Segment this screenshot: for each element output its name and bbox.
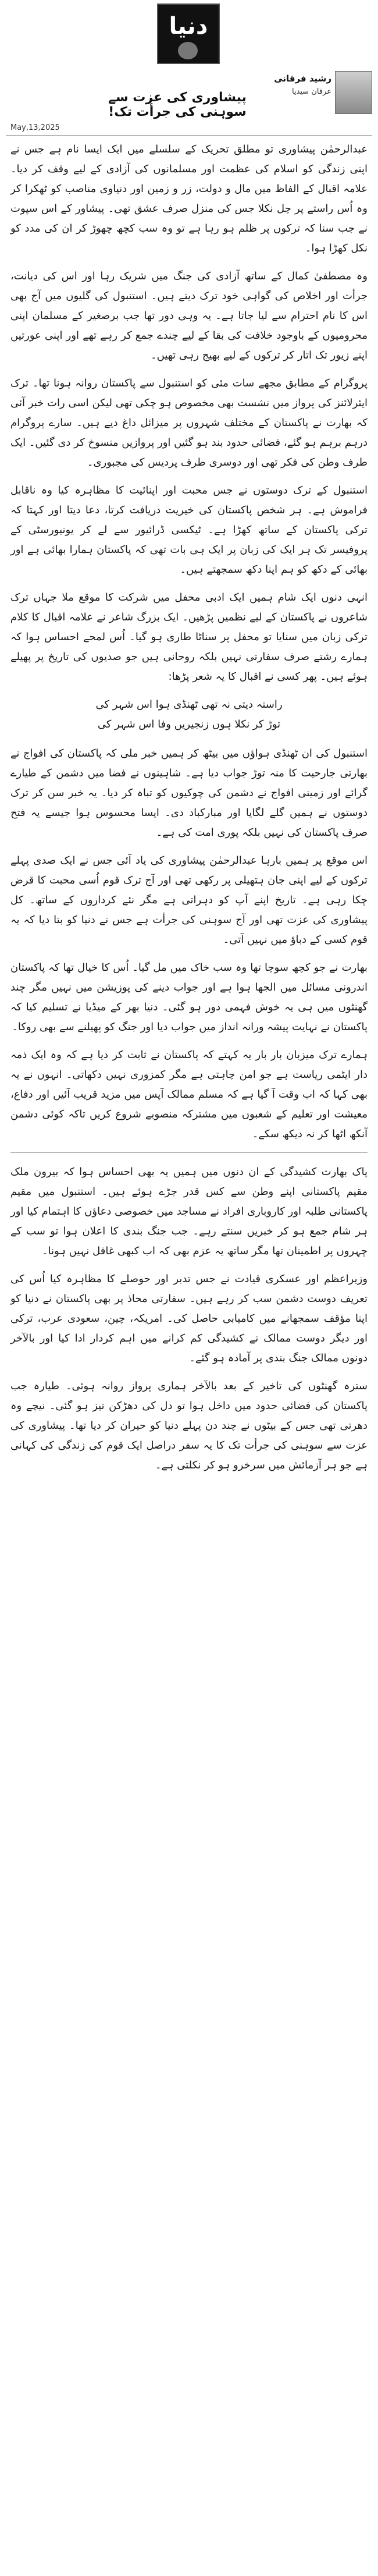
globe-icon [178, 42, 198, 59]
author-name: رشید فرقانی [274, 73, 331, 84]
paragraph: استنبول کے ترک دوستوں نے جس محبت اور اپنائیت کا مظاہرہ کیا وہ ناقابل فراموش ہے۔ ہر شخص پاکستان کی خیریت دریافت کرتا، دعا دیتا اور کہتا کہ ترکی پاکستان کے ساتھ کھڑا ہے۔ ٹیکسی ڈرائیور سے لے کر یونیورسٹی کے پروفیسر تک ہر ایک کی زبان پر ایک ہی بات تھی کہ پاکستان ہمارا بھائی ہے اور بھائی کے دکھ کو ہم اپنا دکھ سمجھتے ہیں۔ [10, 484, 368, 576]
poem-line: توڑ کر نکلا ہوں زنجیریں وفا اس شہر کی [97, 718, 281, 730]
poem-verse [10, 695, 368, 735]
article-body [10, 140, 368, 1484]
paragraph: وزیراعظم اور عسکری قیادت نے جس تدبر اور حوصلے کا مظاہرہ کیا اُس کی تعریف دوست دشمن سب کر رہے ہیں۔ سفارتی محاذ پر بھی پاکستان نے دنیا کو اپنا مؤقف سمجھانے میں کامیابی حاصل کی۔ امریکہ، چین، سعودی عرب، ترکی اور دیگر دوست ممالک نے کشیدگی کم کرانے میں اہم کردار ادا کیا اور بالآخر دونوں ممالک جنگ بندی پر آمادہ ہو گئے۔ [10, 1273, 368, 1364]
section-divider [10, 1152, 368, 1153]
paragraph: اس موقع پر ہمیں بارہا عبدالرحمٰن پیشاوری کی یاد آئی جس نے ایک صدی پہلے ترکوں کے لیے اپنی جان ہتھیلی پر رکھی تھی اور آج ترک قوم اُسی محبت کا قرض چکا رہی ہے۔ تاریخ اپنے آپ کو دہراتی ہے مگر نئے کرداروں کے ساتھ۔ کل پیشاوری کی عزت تھی اور آج سوہنی کی جرأت ہے جس نے دنیا کو بتا دیا کہ یہ قوم کسی کے دباؤ میں نہیں آتی۔ [10, 854, 368, 946]
paragraph: انہی دنوں ایک شام ہمیں ایک ادبی محفل میں شرکت کا موقع ملا جہاں ترک شاعروں نے پاکستان کے لیے نظمیں پڑھیں۔ ایک بزرگ شاعر نے علامہ اقبال کا کلام ترکی زبان میں سنایا تو محفل پر سناٹا طاری ہو گیا۔ اُس لمحے احساس ہوا کہ ہمارے رشتے صرف سفارتی نہیں بلکہ روحانی ہیں جو صدیوں کی تاریخ پر پھیلے ہوئے ہیں۔ پھر کسی نے اقبال کا یہ شعر پڑھا: [10, 591, 368, 683]
paragraph: عبدالرحمٰن پیشاوری تو مطلق تحریک کے سلسلے میں ایک ایسا نام ہے جس نے اپنی زندگی کو اسلام کی عظمت اور مسلمانوں کی آزادی کے لیے وقف کر دیا۔ علامہ اقبال کے الفاظ میں مال و دولت، زر و زمین اور دنیاوی مناصب کو ٹھکرا کر وہ اُس راستے پر چل نکلا جس کی منزل صرف عشق تھی۔ پیشاور کے اس سپوت نے جب سنا کہ ترکوں پر ظلم ہو رہا ہے تو وہ سب کچھ چھوڑ کر ان کی مدد کو نکل کھڑا ہوا۔ [10, 143, 368, 254]
author-photo [335, 71, 372, 114]
paragraph: پاک بھارت کشیدگی کے ان دنوں میں ہمیں یہ بھی احساس ہوا کہ بیرون ملک مقیم پاکستانی اپنے وطن سے کس قدر جڑے ہوئے ہیں۔ استنبول میں مقیم پاکستانی طلبہ اور کاروباری افراد نے مساجد میں خصوصی دعاؤں کا اہتمام کیا اور ہر شام جمع ہو کر خبریں سنتے رہے۔ جب جنگ بندی کا اعلان ہوا تو سب کے چہروں پر اطمینان تھا مگر ساتھ یہ عزم بھی کہ اب کبھی غافل نہیں ہونا۔ [10, 1166, 368, 1257]
paragraph: ہمارے ترک میزبان بار بار یہ کہتے کہ پاکستان نے ثابت کر دیا ہے کہ وہ ایک ذمہ دار ایٹمی ریاست ہے جو امن چاہتی ہے مگر کمزوری نہیں دکھاتی۔ انہوں نے یہ بھی کہا کہ اب وقت آ گیا ہے کہ مسلم ممالک آپس میں مزید قریب آئیں اور دفاع، معیشت اور تعلیم کے شعبوں میں مشترکہ منصوبے شروع کریں تاکہ کوئی دشمن آنکھ اٹھا کر نہ دیکھ سکے۔ [10, 1049, 368, 1140]
paragraph: پروگرام کے مطابق مجھے سات مئی کو استنبول سے پاکستان روانہ ہونا تھا۔ ترک ایئرلائنز کی پرواز میں نشست بھی مخصوص ہو چکی تھی لیکن اسی رات خبر آئی کہ بھارت نے پاکستان کے مختلف شہروں پر میزائل داغ دیے ہیں۔ سارے پروگرام درہم برہم ہو گئے، فضائی حدود بند ہو گئیں اور پروازیں منسوخ کر دی گئیں۔ ایک طرف وطن کی فکر تھی اور دوسری طرف پردیس کی مجبوری۔ [10, 377, 368, 469]
paragraph: سترہ گھنٹوں کی تاخیر کے بعد بالآخر ہماری پرواز روانہ ہوئی۔ طیارہ جب پاکستان کی فضائی حدود میں داخل ہوا تو دل کی دھڑکن تیز ہو گئی۔ نیچے وہ دھرتی تھی جس کے بیٹوں نے چند دن پہلے دنیا کو حیران کر دیا تھا۔ پیشاوری کی عزت سے سوہنی کی جرأت تک کا یہ سفر دراصل ایک قوم کی زندگی کی کہانی ہے جو ہر آزمائش میں سرخرو ہو کر نکلتی ہے۔ [10, 1380, 368, 1471]
poem-line: راستہ دیتی نہ تھی ٹھنڈی ہوا اس شہر کی [95, 698, 283, 711]
article-headline: پیشاوری کی عزت سے سوہنی کی جرأت تک! [108, 90, 247, 119]
paragraph: بھارت نے جو کچھ سوچا تھا وہ سب خاک میں مل گیا۔ اُس کا خیال تھا کہ پاکستان اندرونی مسائل میں الجھا ہوا ہے اور جواب دینے کی پوزیشن میں نہیں مگر چند گھنٹوں میں ہی یہ خوش فہمی دور ہو گئی۔ دنیا بھر کے میڈیا نے تسلیم کیا کہ پاکستان نے نہایت پیشہ ورانہ انداز میں جواب دیا اور جنگ کو پھیلنے سے بھی روکا۔ [10, 961, 368, 1033]
newspaper-logo [157, 3, 220, 64]
column-name: عرفان سیدیا [291, 87, 331, 96]
article-date: May,13,2025 [10, 123, 60, 132]
paragraph: استنبول کی ان ٹھنڈی ہواؤں میں بیٹھ کر ہمیں خبر ملی کہ پاکستان کی افواج نے بھارتی جارحیت کا منہ توڑ جواب دیا ہے۔ شاہینوں نے فضا میں دشمن کے طیارے گرائے اور زمینی افواج نے دشمن کی چوکیوں کو تباہ کر دیا۔ یہ خبر سن کر ترک دوستوں نے ہمیں گلے لگایا اور مبارکباد دی۔ ایسا محسوس ہوا جیسے یہ فتح صرف پاکستان کی نہیں بلکہ پوری امت کی ہے۔ [10, 747, 368, 839]
logo-text: دنیا [169, 13, 208, 40]
header-divider [6, 135, 372, 136]
masthead [0, 0, 378, 81]
paragraph: وہ مصطفیٰ کمال کے ساتھ آزادی کی جنگ میں شریک رہا اور اس کی دیانت، جرأت اور اخلاص کی گواہی خود ترک دیتے ہیں۔ استنبول کی گلیوں میں آج بھی اس کا نام احترام سے لیا جاتا ہے۔ یہ وہی دور تھا جب برصغیر کے مسلمان اپنی محرومیوں کے باوجود خلافت کی بقا کے لیے چندے جمع کر رہے تھے اور اپنی عورتیں اپنے زیور تک اتار کر ترکوں کے لیے بھیج رہی تھیں۔ [10, 270, 368, 361]
